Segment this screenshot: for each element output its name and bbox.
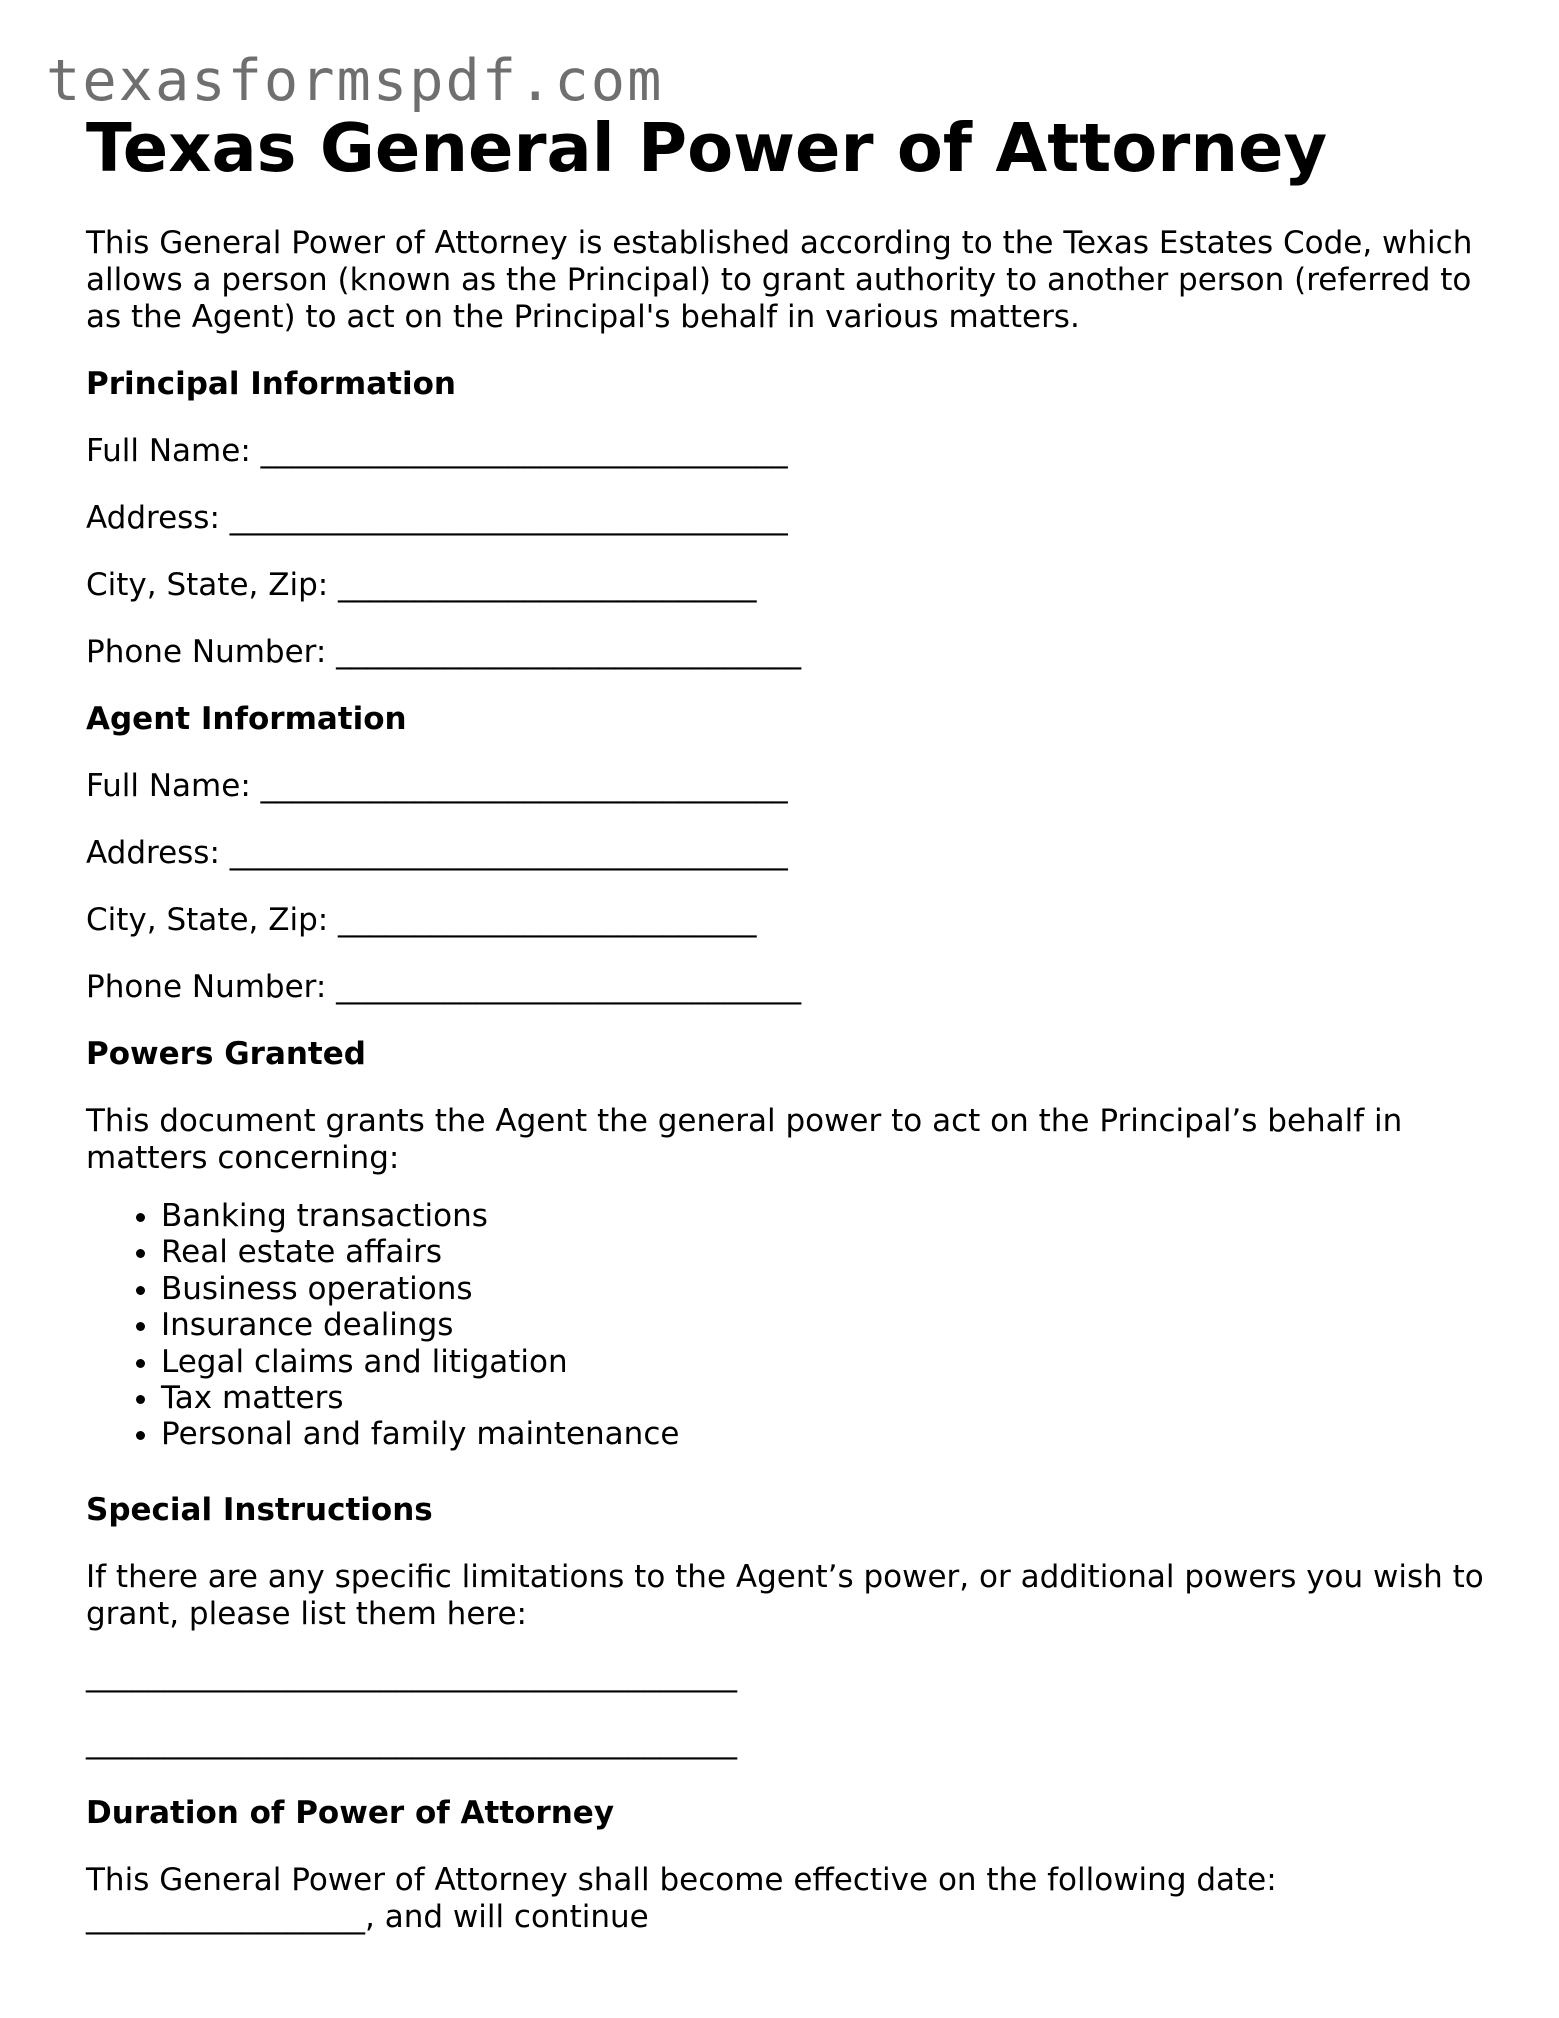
list-item: • Banking transactions — [161, 1198, 679, 1234]
powers-heading: Powers Granted — [86, 1036, 366, 1072]
document-title: Texas General Power of Attorney — [86, 109, 1328, 187]
agent-full-name-field[interactable]: Full Name: __________________________________ — [86, 768, 788, 804]
principal-full-name-field[interactable]: Full Name: __________________________________ — [86, 433, 788, 469]
powers-line: matters concerning: — [86, 1140, 400, 1176]
duration-line: This General Power of Attorney shall become effective on the following date: — [86, 1862, 1277, 1898]
list-item: • Tax matters — [161, 1380, 679, 1416]
special-instructions-paragraph — [86, 1559, 1484, 1633]
agent-heading: Agent Information — [86, 701, 407, 737]
special-instructions-heading: Special Instructions — [86, 1492, 433, 1528]
intro-line: as the Agent) to act on the Principal's behalf in various matters. — [86, 299, 1080, 335]
special-line: grant, please list them here: — [86, 1596, 527, 1632]
duration-heading: Duration of Power of Attorney — [86, 1795, 615, 1831]
list-item: • Insurance dealings — [161, 1307, 679, 1343]
list-item: • Legal claims and litigation — [161, 1344, 679, 1380]
special-instructions-blank-1[interactable]: __________________________________________ — [86, 1657, 737, 1693]
principal-city-state-zip-field[interactable]: City, State, Zip: ___________________________ — [86, 567, 757, 603]
powers-paragraph — [86, 1103, 1402, 1177]
intro-line: This General Power of Attorney is established according to the Texas Estates Code, which — [86, 225, 1473, 261]
list-item: • Business operations — [161, 1271, 679, 1307]
duration-date-field[interactable]: __________________, and will continue — [86, 1899, 649, 1935]
duration-paragraph — [86, 1862, 1277, 1936]
principal-heading: Principal Information — [86, 366, 456, 402]
special-line: If there are any specific limitations to the Agent’s power, or additional powers you wish to — [86, 1559, 1484, 1595]
principal-phone-field[interactable]: Phone Number: ______________________________ — [86, 634, 802, 670]
special-instructions-blank-2[interactable]: __________________________________________ — [86, 1724, 737, 1760]
powers-line: This document grants the Agent the general power to act on the Principal’s behalf in — [86, 1103, 1403, 1139]
agent-phone-field[interactable]: Phone Number: ______________________________ — [86, 969, 802, 1005]
watermark: texasformspdf.com — [46, 48, 664, 114]
list-item: • Personal and family maintenance — [161, 1416, 679, 1452]
agent-city-state-zip-field[interactable]: City, State, Zip: ___________________________ — [86, 902, 757, 938]
principal-address-field[interactable]: Address: ____________________________________ — [86, 500, 788, 536]
list-item: • Real estate affairs — [161, 1234, 679, 1270]
intro-line: allows a person (known as the Principal) to grant authority to another person (referred to — [86, 262, 1472, 298]
powers-list — [86, 1198, 679, 1453]
agent-address-field[interactable]: Address: ____________________________________ — [86, 835, 788, 871]
intro-paragraph — [86, 225, 1472, 336]
